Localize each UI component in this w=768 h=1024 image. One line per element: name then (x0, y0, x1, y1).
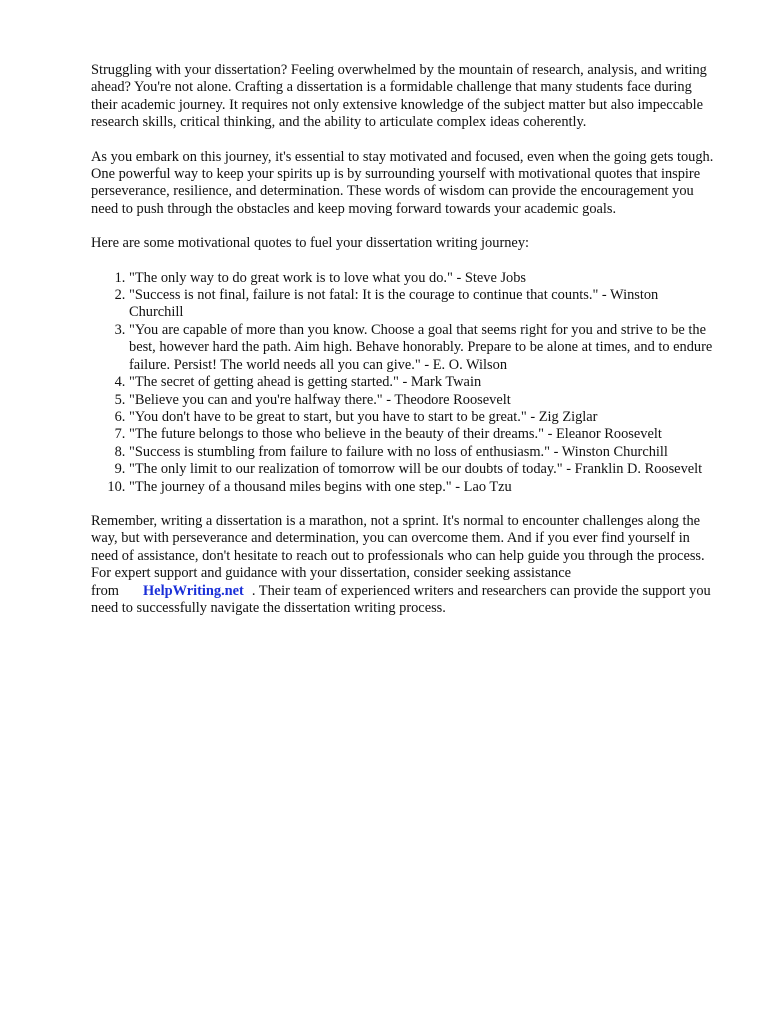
quotes-list (91, 270, 716, 496)
closing-text-after-link: . Their team of experienced writers and researchers can provide the support you need to successfully navigate the dissertation writing process. (91, 582, 711, 616)
quote-item: 3. "You are capable of more than you know. Choose a goal that seems right for you and strive to be the best, however hard the path. Aim high. Behave honorably. Prepare to be alone at times, and to endure failure. Persist! The world needs all you can give." - E. O. Wilson (129, 322, 716, 374)
closing-text-before-link: Remember, writing a dissertation is a marathon, not a sprint. It's normal to encounter challenges along the way, but with perseverance and determination, you can overcome them. And if you ever find yourself in need of assistance, don't hesitate to reach out to professionals who can help guide you through the process. For expert support and guidance with your dissertation, consider seeking assistance from (91, 512, 705, 599)
closing-paragraph (91, 513, 716, 617)
quote-item: 5. "Believe you can and you're halfway there." - Theodore Roosevelt (129, 392, 716, 409)
quote-item: 4. "The secret of getting ahead is getting started." - Mark Twain (129, 374, 716, 391)
quote-item: 2. "Success is not final, failure is not fatal: It is the courage to continue that counts." - Winston Churchill (129, 287, 716, 322)
quote-item: 7. "The future belongs to those who believe in the beauty of their dreams." - Eleanor Roosevelt (129, 426, 716, 443)
quote-item: 1. "The only way to do great work is to love what you do." - Steve Jobs (129, 270, 716, 287)
helpwriting-link[interactable]: HelpWriting.net (142, 582, 244, 599)
quote-item: 8. "Success is stumbling from failure to failure with no loss of enthusiasm." - Winston Churchill (129, 444, 716, 461)
quote-item: 6. "You don't have to be great to start, but you have to start to be great." - Zig Ziglar (129, 409, 716, 426)
intro-paragraph: Struggling with your dissertation? Feeling overwhelmed by the mountain of research, analysis, and writing ahead? You're not alone. Crafting a dissertation is a formidable challenge that many students face during their academic journey. It requires not only extensive knowledge of the subject matter but also impeccable research skills, critical thinking, and the ability to articulate complex ideas coherently. (91, 62, 707, 131)
quotes-intro-paragraph: Here are some motivational quotes to fuel your dissertation writing journey: (91, 235, 530, 252)
quote-item: 10. "The journey of a thousand miles begins with one step." - Lao Tzu (129, 479, 716, 496)
quote-item: 9. "The only limit to our realization of tomorrow will be our doubts of today." - Franklin D. Roosevelt (129, 461, 716, 478)
motivation-paragraph: As you embark on this journey, it's essential to stay motivated and focused, even when the going gets tough. One powerful way to keep your spirits up is by surrounding yourself with motivational quotes that inspire perseverance, resilience, and determination. These words of wisdom can provide the encouragement you need to push through the obstacles and keep moving forward towards your academic goals. (91, 148, 714, 217)
document-page (91, 62, 716, 634)
